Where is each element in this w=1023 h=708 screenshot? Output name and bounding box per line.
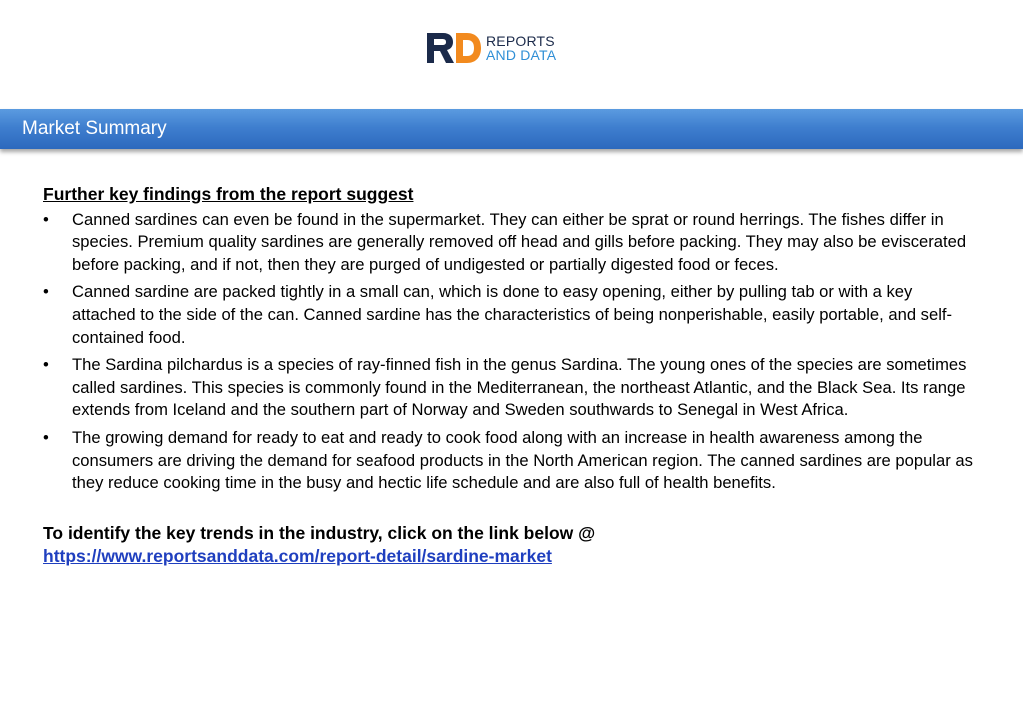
bullet-icon: • (43, 209, 49, 229)
report-link[interactable]: https://www.reportsanddata.com/report-detail/sardine-market (43, 545, 552, 566)
market-summary-content (43, 183, 978, 568)
bullet-icon: • (43, 282, 49, 302)
banner-title: Market Summary (22, 118, 167, 139)
rd-logo-icon (426, 31, 482, 65)
bullet-icon: • (43, 355, 49, 375)
list-item (43, 209, 978, 277)
findings-list (43, 209, 978, 495)
list-item-text: Canned sardines can even be found in the supermarket. They can either be sprat or round herrings. The fishes differ in species. Premium quality sardines are generally removed off head and gills before packing. They may also be eviscerated before packing, and if not, then they are purged of undigested or partially digested food or feces. (72, 209, 967, 274)
bullet-icon: • (43, 427, 49, 447)
section-banner (0, 109, 1023, 149)
cta-text: To identify the key trends in the industry, click on the link below @ (43, 522, 596, 543)
list-item-text: The growing demand for ready to eat and ready to cook food along with an increase in health awareness among the consumers are driving the demand for seafood products in the North American region. The canned sardines are popular as they reduce cooking time in the busy and hectic life schedule and are also full of health benefits. (72, 427, 973, 493)
logo-text-reports: REPORTS (486, 33, 555, 49)
list-item (43, 281, 978, 349)
reports-and-data-logo (426, 31, 556, 65)
list-item (43, 354, 978, 422)
list-item-text: Canned sardine are packed tightly in a small can, which is done to easy opening, either by pulling tab or with a key attached to the side of the can. Canned sardine has the characteristics of being nonperishable, easily portable, and self-contained food. (72, 282, 953, 347)
findings-heading: Further key findings from the report suggest (43, 184, 414, 204)
logo-text-and-data: AND DATA (486, 47, 557, 63)
call-to-action (43, 522, 978, 568)
list-item (43, 427, 978, 495)
list-item-text: The Sardina pilchardus is a species of ray-finned fish in the genus Sardina. The young ones of the species are sometimes called sardines. This species is commonly found in the Mediterranean, the northeast Atlantic, and the Black Sea. Its range extends from Iceland and the southern part of Norway and Sweden southwards to Senegal in West Africa. (72, 355, 967, 420)
